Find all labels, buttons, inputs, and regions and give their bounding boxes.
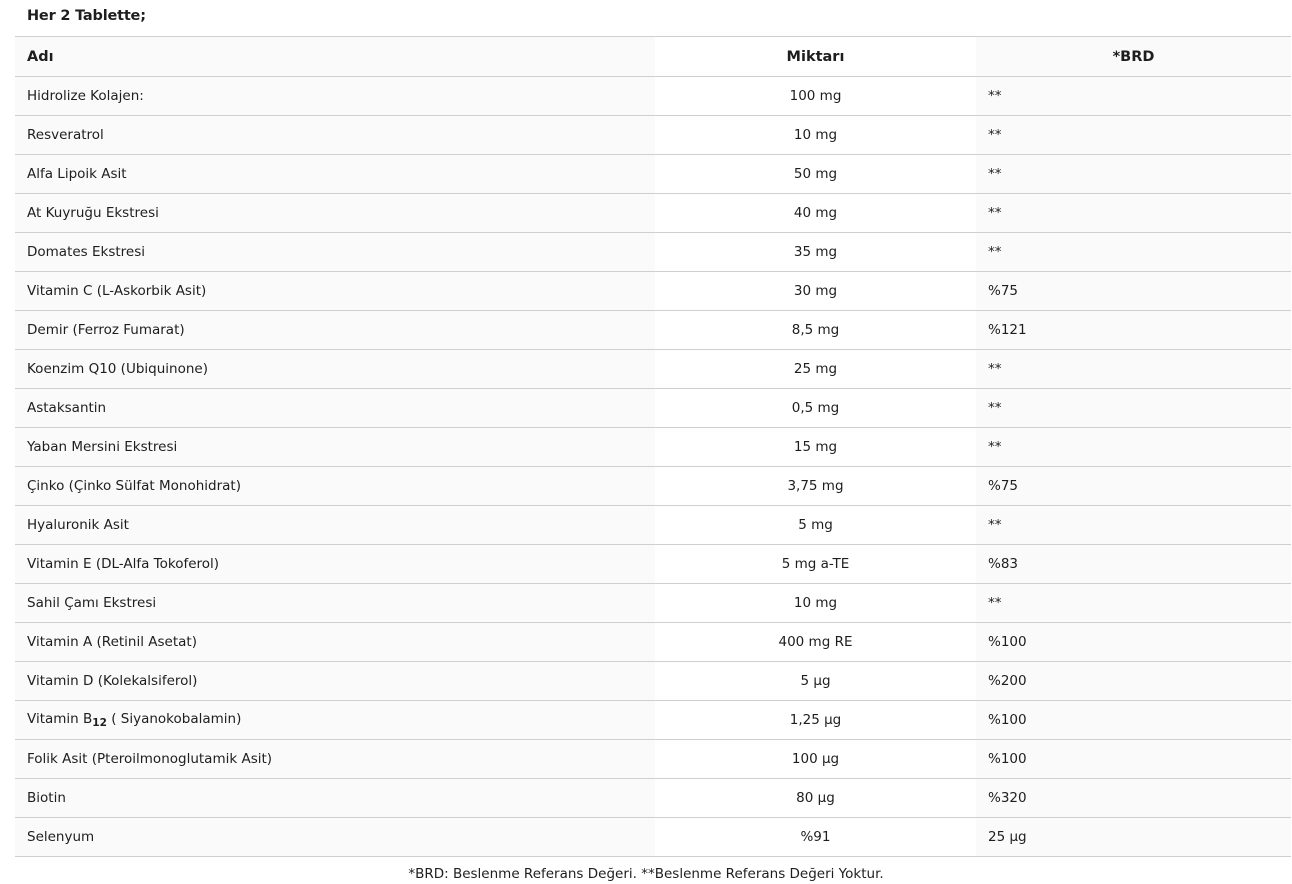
header-amount: Miktarı xyxy=(655,37,976,77)
table-row xyxy=(15,545,1291,584)
ingredient-name: Vitamin A (Retinil Asetat) xyxy=(15,623,655,662)
table-row xyxy=(15,311,1291,350)
table-row xyxy=(15,662,1291,701)
ingredient-amount: %91 xyxy=(655,818,976,857)
table-row xyxy=(15,623,1291,662)
ingredient-name: Sahil Çamı Ekstresi xyxy=(15,584,655,623)
ingredient-brd: ** xyxy=(976,584,1291,623)
table-row xyxy=(15,779,1291,818)
table-row xyxy=(15,389,1291,428)
ingredient-name: Biotin xyxy=(15,779,655,818)
table-row xyxy=(15,467,1291,506)
ingredient-name: Astaksantin xyxy=(15,389,655,428)
ingredient-brd: ** xyxy=(976,77,1291,116)
ingredient-amount: 100 mg xyxy=(655,77,976,116)
ingredient-amount: 5 mg xyxy=(655,506,976,545)
ingredient-name: Hyaluronik Asit xyxy=(15,506,655,545)
ingredient-brd: %75 xyxy=(976,272,1291,311)
ingredient-amount: 10 mg xyxy=(655,584,976,623)
ingredient-amount: 30 mg xyxy=(655,272,976,311)
ingredient-name: Vitamin E (DL-Alfa Tokoferol) xyxy=(15,545,655,584)
ingredient-name: Alfa Lipoik Asit xyxy=(15,155,655,194)
ingredient-amount: 50 mg xyxy=(655,155,976,194)
ingredient-name: At Kuyruğu Ekstresi xyxy=(15,194,655,233)
ingredient-amount: 40 mg xyxy=(655,194,976,233)
ingredient-name: Folik Asit (Pteroilmonoglutamik Asit) xyxy=(15,740,655,779)
table-row xyxy=(15,701,1291,740)
ingredient-brd: %100 xyxy=(976,623,1291,662)
table-row xyxy=(15,272,1291,311)
ingredient-name-prefix: Vitamin B xyxy=(27,711,93,727)
ingredient-name xyxy=(15,701,655,740)
ingredient-name-suffix: ( Siyanokobalamin) xyxy=(106,711,242,727)
ingredient-amount: 8,5 mg xyxy=(655,311,976,350)
table-row xyxy=(15,350,1291,389)
ingredient-name: Hidrolize Kolajen: xyxy=(15,77,655,116)
ingredient-brd: %75 xyxy=(976,467,1291,506)
ingredient-brd: ** xyxy=(976,506,1291,545)
ingredient-name: Çinko (Çinko Sülfat Monohidrat) xyxy=(15,467,655,506)
table-row xyxy=(15,233,1291,272)
ingredient-brd: %200 xyxy=(976,662,1291,701)
ingredient-brd: 25 µg xyxy=(976,818,1291,857)
table-row xyxy=(15,506,1291,545)
ingredient-amount: 25 mg xyxy=(655,350,976,389)
table-row xyxy=(15,584,1291,623)
ingredient-amount: 3,75 mg xyxy=(655,467,976,506)
ingredient-brd: %121 xyxy=(976,311,1291,350)
ingredient-name: Vitamin C (L-Askorbik Asit) xyxy=(15,272,655,311)
ingredient-amount: 5 mg a-TE xyxy=(655,545,976,584)
ingredient-brd: %100 xyxy=(976,740,1291,779)
table-row xyxy=(15,428,1291,467)
ingredient-amount: 5 µg xyxy=(655,662,976,701)
table-row xyxy=(15,194,1291,233)
table-row xyxy=(15,77,1291,116)
ingredient-brd: ** xyxy=(976,350,1291,389)
ingredient-brd: ** xyxy=(976,233,1291,272)
table-row xyxy=(15,116,1291,155)
ingredient-amount: 0,5 mg xyxy=(655,389,976,428)
ingredient-amount: 1,25 µg xyxy=(655,701,976,740)
ingredient-name: Selenyum xyxy=(15,818,655,857)
ingredient-brd: %100 xyxy=(976,701,1291,740)
ingredient-brd: ** xyxy=(976,194,1291,233)
ingredient-brd: ** xyxy=(976,116,1291,155)
ingredient-name: Koenzim Q10 (Ubiquinone) xyxy=(15,350,655,389)
ingredient-name: Vitamin D (Kolekalsiferol) xyxy=(15,662,655,701)
ingredient-name-subscript: 12 xyxy=(92,717,107,729)
table-row xyxy=(15,818,1291,857)
ingredient-brd: ** xyxy=(976,155,1291,194)
ingredient-amount: 100 µg xyxy=(655,740,976,779)
ingredient-amount: 80 µg xyxy=(655,779,976,818)
table-row xyxy=(15,740,1291,779)
ingredient-amount: 35 mg xyxy=(655,233,976,272)
ingredient-brd: ** xyxy=(976,428,1291,467)
ingredient-brd: ** xyxy=(976,389,1291,428)
table-row xyxy=(15,155,1291,194)
footnote: *BRD: Beslenme Referans Değeri. **Beslenme Referans Değeri Yoktur. xyxy=(408,866,884,882)
ingredient-name: Resveratrol xyxy=(15,116,655,155)
ingredient-brd: %320 xyxy=(976,779,1291,818)
ingredient-amount: 10 mg xyxy=(655,116,976,155)
header-brd: *BRD xyxy=(976,37,1291,77)
ingredient-amount: 15 mg xyxy=(655,428,976,467)
ingredient-amount: 400 mg RE xyxy=(655,623,976,662)
ingredient-brd: %83 xyxy=(976,545,1291,584)
ingredient-name: Demir (Ferroz Fumarat) xyxy=(15,311,655,350)
header-name: Adı xyxy=(15,37,655,77)
table-header-row xyxy=(15,37,1291,77)
ingredient-name: Domates Ekstresi xyxy=(15,233,655,272)
ingredient-name: Yaban Mersini Ekstresi xyxy=(15,428,655,467)
section-heading: Her 2 Tablette; xyxy=(27,8,146,24)
nutrition-table xyxy=(15,36,1291,857)
